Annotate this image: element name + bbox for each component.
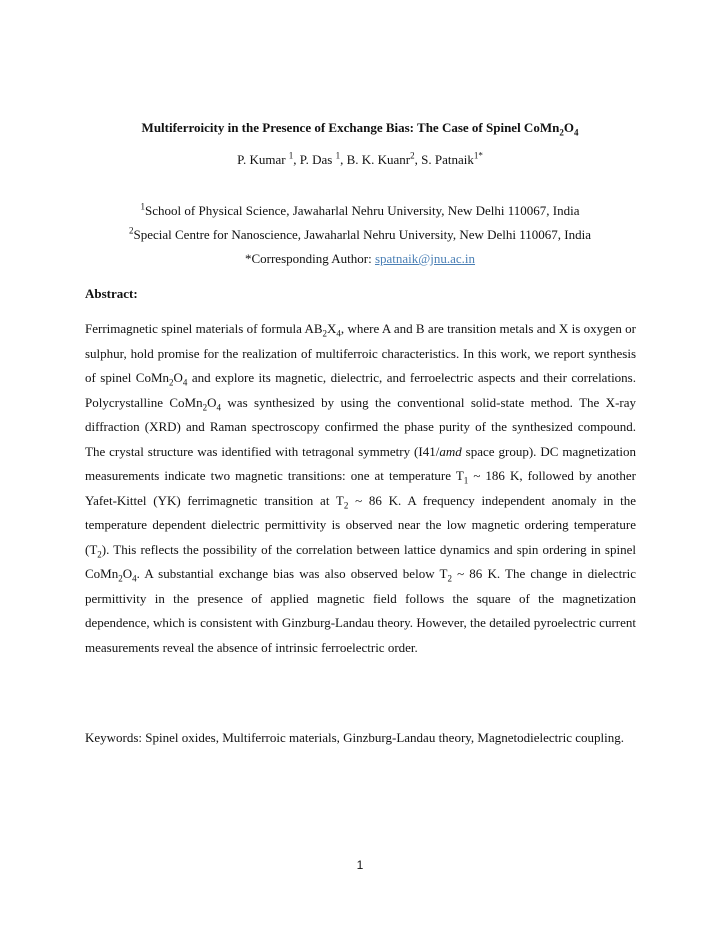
paper-title xyxy=(0,119,720,137)
keywords: Keywords: Spinel oxides, Multiferroic materials, Ginzburg-Landau theory, Magnetodielectric coupling. xyxy=(85,730,624,745)
abstract-text: X xyxy=(327,321,337,336)
abstract-text: ~ 86 K. The change in dielectric permittivity in the presence of applied magnetic field follows the square of the magnetization dependence, which is consistent with Ginzburg-Landau theory. However, the detailed pyroelectric current measurements reveal the absence of intrinsic ferroelectric order. xyxy=(85,566,636,655)
affiliation-text: School of Physical Science, Jawaharlal Nehru University, New Delhi 110067, India xyxy=(145,203,580,218)
abstract-text: O xyxy=(173,370,183,385)
affiliation-text: Special Centre for Nanoscience, Jawaharlal Nehru University, New Delhi 110067, India xyxy=(133,227,591,242)
author-list xyxy=(0,151,720,169)
abstract-subscript: 2 xyxy=(97,549,102,560)
abstract-subscript: 2 xyxy=(447,573,452,584)
abstract-text: ~ 86 K. A frequency independent anomaly in the temperature dependent dielectric permittivity is observed near the low magnetic ordering temperature (T xyxy=(85,492,636,557)
author-affil-mark: 1* xyxy=(473,150,483,161)
author-name: P. Kumar xyxy=(237,152,289,167)
abstract-heading: Abstract: xyxy=(85,286,138,301)
affiliation-mark: 2 xyxy=(129,225,134,236)
abstract-text: . A substantial exchange bias was also observed below T xyxy=(136,566,448,581)
author-name: , P. Das xyxy=(293,152,336,167)
corresponding-author xyxy=(0,250,720,268)
abstract-subscript: 4 xyxy=(336,328,341,339)
corresponding-email-link[interactable]: spatnaik@jnu.ac.in xyxy=(374,251,476,266)
abstract-subscript: 2 xyxy=(343,500,349,511)
abstract-subscript: 2 xyxy=(202,402,208,413)
author-name: , B. K. Kuanr xyxy=(340,152,411,167)
affiliation-1 xyxy=(0,202,720,220)
abstract-subscript: 1 xyxy=(463,475,469,486)
abstract-text: , where A and B are transition metals and X is oxygen or sulphur, hold promise for the realization of multiferroic characteristics. In this work, we report synthesis of spinel CoMn xyxy=(85,321,636,385)
abstract-subscript: 2 xyxy=(322,328,328,339)
title-text: Multiferroicity in the Presence of Exchange Bias: The Case of Spinel CoMn xyxy=(141,120,560,135)
abstract-subscript: 4 xyxy=(132,573,137,584)
affiliation-2 xyxy=(0,226,720,244)
abstract-subscript: 4 xyxy=(216,402,222,413)
abstract-text: ). This reflects the possibility of the correlation between lattice dynamics and spin ordering in spinel CoMn xyxy=(85,541,636,581)
abstract-italic: amd xyxy=(439,443,462,459)
corresponding-label: *Corresponding Author: xyxy=(244,251,375,266)
abstract-subscript: 2 xyxy=(169,377,174,388)
author-name: , S. Patnaik xyxy=(414,152,474,167)
author-affil-mark: 1 xyxy=(335,150,341,161)
abstract-subscript: 2 xyxy=(118,573,123,584)
abstract-text: space group). DC magnetization measurements indicate two magnetic transitions: one at temperature T xyxy=(85,443,636,483)
author-affil-mark: 2 xyxy=(410,150,415,161)
author-affil-mark: 1 xyxy=(288,150,294,161)
abstract-text: O xyxy=(122,566,133,581)
title-text-cont: O xyxy=(563,120,574,135)
affiliation-mark: 1 xyxy=(140,201,146,212)
abstract-text: O xyxy=(207,394,217,410)
title-subscript: 2 xyxy=(559,127,564,138)
abstract-text: ~ 186 K, followed by another Yafet-Kittel (YK) ferrimagnetic transition at T xyxy=(85,468,636,508)
abstract-body xyxy=(85,317,636,660)
page-number: 1 xyxy=(356,858,364,872)
abstract-text: was synthesized by using the conventional solid-state method. The X-ray diffraction (XRD) and Raman spectroscopy confirmed the phase purity of the synthesized compound. The crystal structure was identified with tetragonal symmetry (I41/ xyxy=(85,394,637,459)
abstract-text: Ferrimagnetic spinel materials of formula AB xyxy=(85,321,323,336)
abstract-subscript: 4 xyxy=(182,377,188,388)
title-subscript: 4 xyxy=(573,127,579,138)
abstract-text: and explore its magnetic, dielectric, and ferroelectric aspects and their correlations. Polycrystalline CoMn xyxy=(85,370,636,410)
